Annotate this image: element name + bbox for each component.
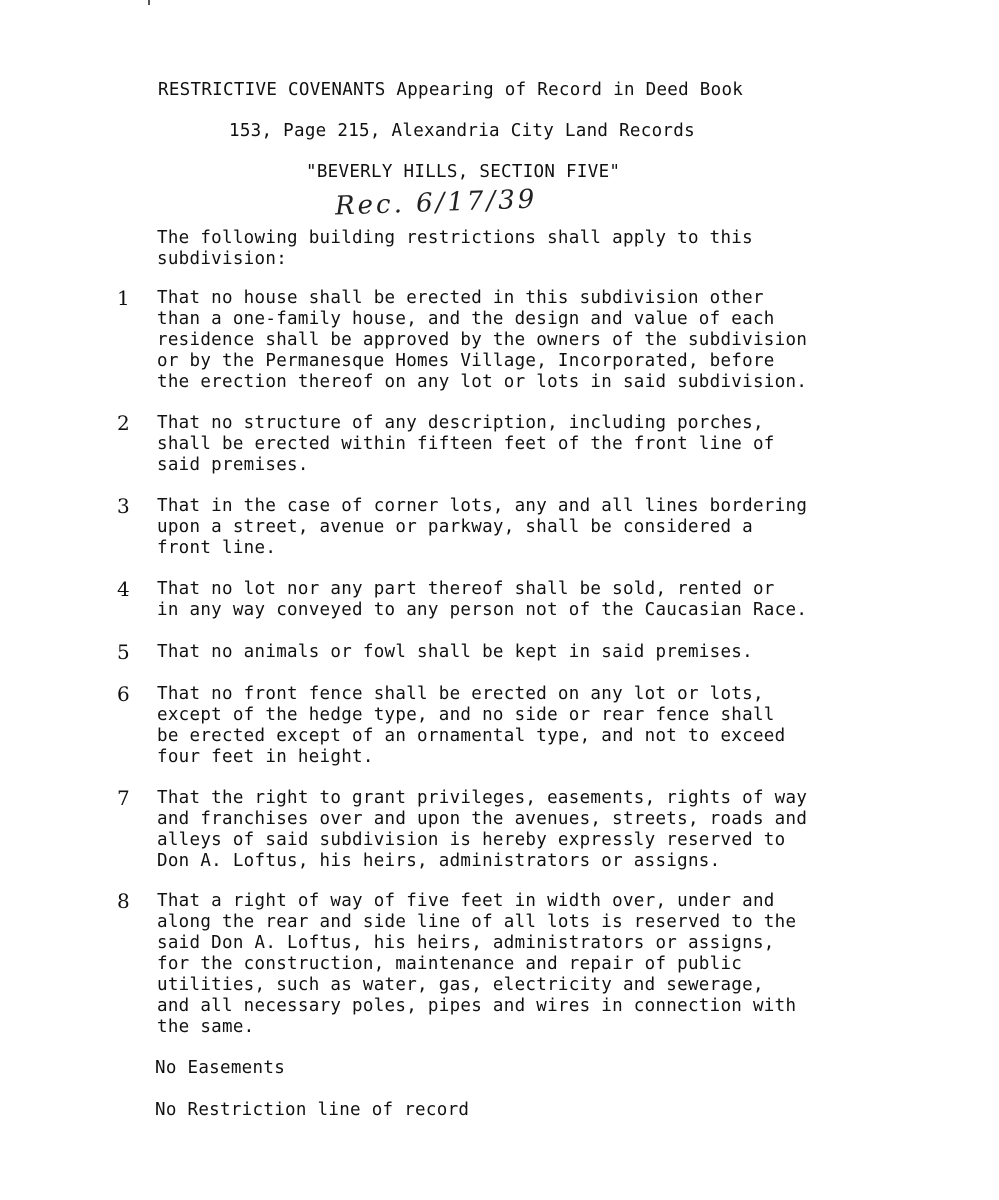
item-line: and franchises over and upon the avenues, streets, roads and: [157, 809, 808, 829]
item-text: [157, 579, 807, 621]
title-line-1: RESTRICTIVE COVENANTS Appearing of Record in Deed Book: [158, 80, 744, 100]
easements-note: No Easements: [155, 1058, 286, 1078]
restriction-line-note: No Restriction line of record: [155, 1100, 470, 1120]
item-number: 8: [117, 889, 130, 913]
item-line: That no house shall be erected in this subdivision other: [157, 288, 764, 308]
item-number: 7: [117, 786, 130, 810]
handwritten-recorded-date: Rec. 6/17/39: [334, 184, 538, 222]
item-line: than a one-family house, and the design and value of each: [157, 309, 775, 329]
item-line: the erection thereof on any lot or lots in said subdivision.: [157, 372, 808, 392]
item-number: 5: [117, 640, 130, 664]
item-line: front line.: [157, 538, 277, 558]
item-number: 3: [117, 494, 130, 518]
item-text: [157, 891, 796, 1038]
item-line: said Don A. Loftus, his heirs, administrators or assigns,: [157, 933, 775, 953]
item-line: That no lot nor any part thereof shall be sold, rented or: [157, 579, 775, 599]
item-line: That in the case of corner lots, any and all lines bordering: [157, 496, 808, 516]
item-text: [157, 642, 753, 663]
item-text: [157, 288, 807, 393]
item-line: That the right to grant privileges, easements, rights of way: [157, 788, 808, 808]
item-line: upon a street, avenue or parkway, shall be considered a: [157, 517, 753, 537]
intro-line: The following building restrictions shall apply to this: [157, 228, 753, 248]
item-line: along the rear and side line of all lots is reserved to the: [157, 912, 797, 932]
item-text: [157, 788, 807, 872]
item-text: [157, 413, 775, 476]
item-line: the same.: [157, 1017, 255, 1037]
item-text: [157, 496, 807, 559]
item-line: That no animals or fowl shall be kept in said premises.: [157, 642, 753, 662]
item-line: for the construction, maintenance and repair of public: [157, 954, 743, 974]
item-number: 1: [117, 286, 130, 310]
item-text: [157, 684, 785, 768]
item-line: said premises.: [157, 455, 309, 475]
item-line: residence shall be approved by the owners of the subdivision: [157, 330, 808, 350]
item-line: That no structure of any description, including porches,: [157, 413, 764, 433]
title-line-2: 153, Page 215, Alexandria City Land Records: [229, 121, 695, 141]
item-line: be erected except of an ornamental type, and not to exceed: [157, 726, 786, 746]
item-line: and all necessary poles, pipes and wires in connection with: [157, 996, 797, 1016]
item-line: utilities, such as water, gas, electricity and sewerage,: [157, 975, 764, 995]
item-line: four feet in height.: [157, 747, 374, 767]
item-number: 2: [117, 411, 130, 435]
item-line: alleys of said subdivision is hereby expressly reserved to: [157, 830, 786, 850]
item-line: That a right of way of five feet in width over, under and: [157, 891, 775, 911]
item-line: in any way conveyed to any person not of the Caucasian Race.: [157, 600, 808, 620]
item-line: except of the hedge type, and no side or rear fence shall: [157, 705, 775, 725]
item-line: or by the Permanesque Homes Village, Incorporated, before: [157, 351, 775, 371]
item-number: 4: [117, 577, 130, 601]
scan-mark: [148, 0, 150, 5]
subdivision-title: "BEVERLY HILLS, SECTION FIVE": [306, 162, 621, 182]
intro-line: subdivision:: [157, 249, 288, 269]
item-line: That no front fence shall be erected on any lot or lots,: [157, 684, 764, 704]
item-line: Don A. Loftus, his heirs, administrators or assigns.: [157, 851, 721, 871]
item-number: 6: [117, 682, 130, 706]
item-line: shall be erected within fifteen feet of the front line of: [157, 434, 775, 454]
intro-paragraph: [157, 228, 753, 270]
